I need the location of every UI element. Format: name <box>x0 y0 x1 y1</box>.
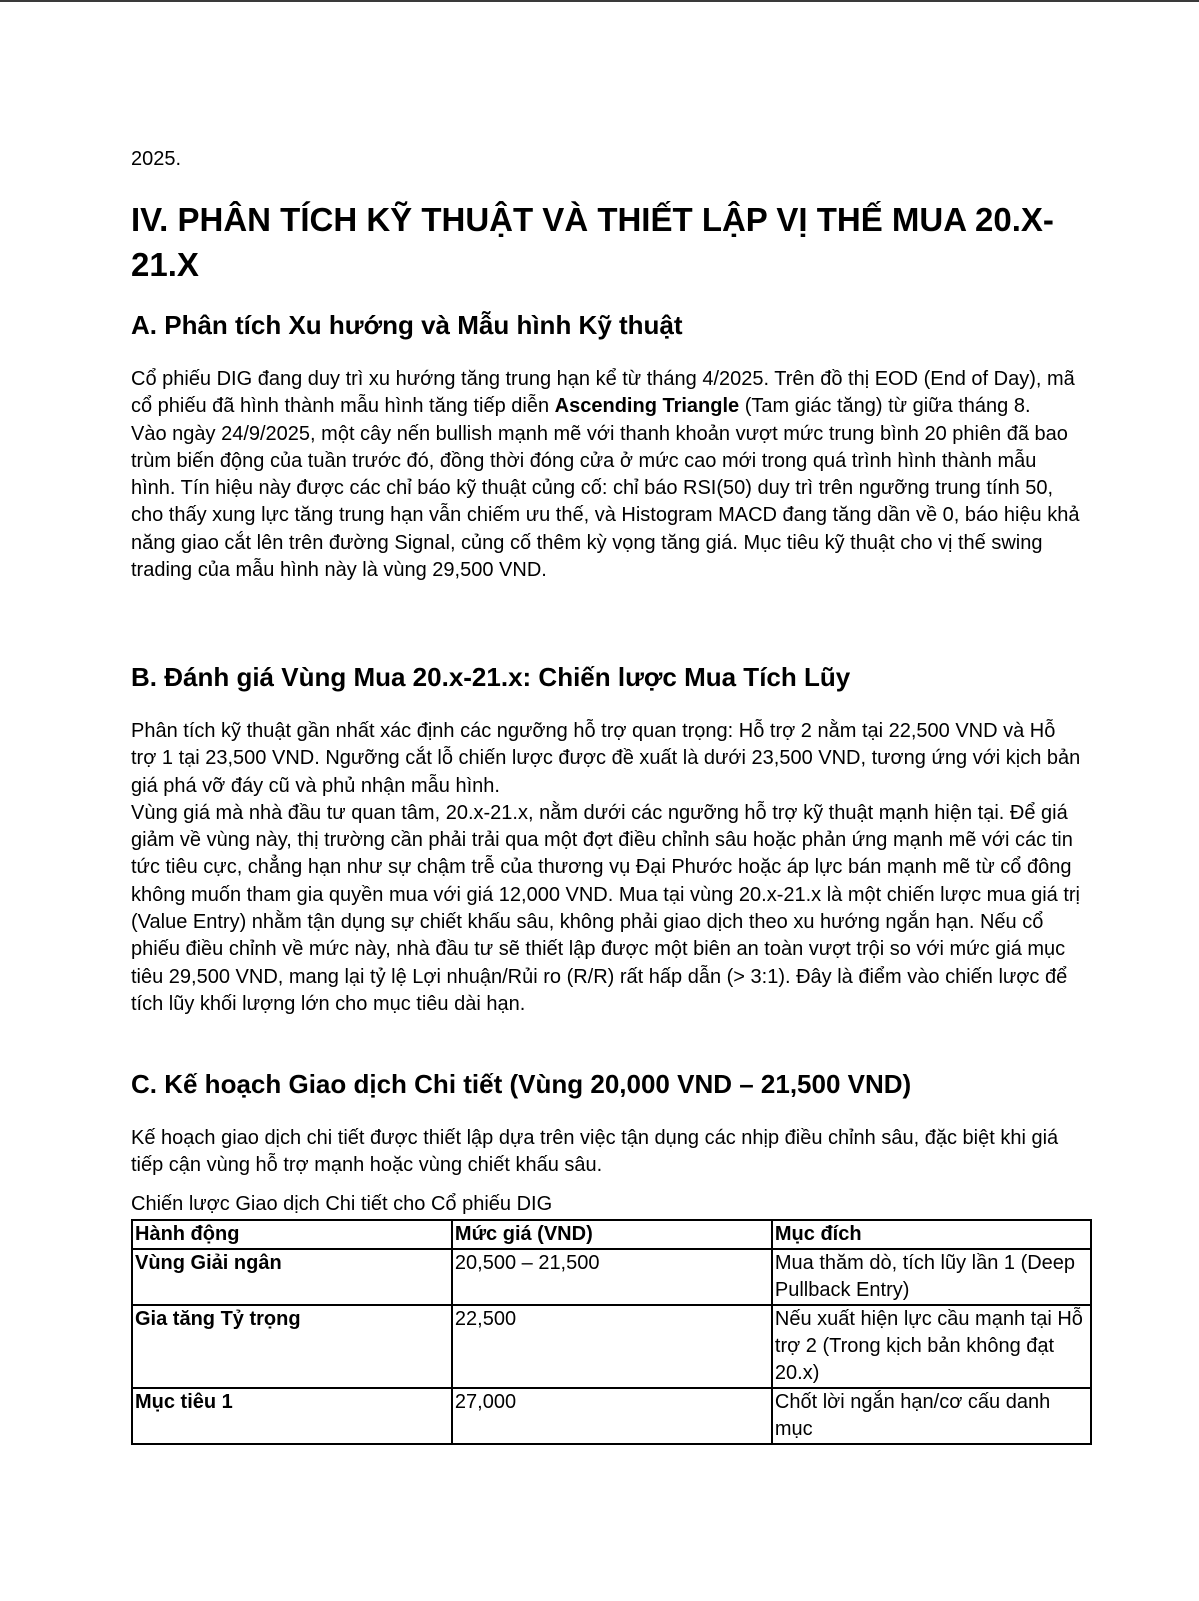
table-row <box>132 1388 1091 1444</box>
heading-section-c: C. Kế hoạch Giao dịch Chi tiết (Vùng 20,000 VND – 21,500 VND) <box>131 1069 912 1099</box>
section-a-p1-tail: (Tam giác tăng) từ giữa tháng 8. <box>739 395 1031 418</box>
table-caption: Chiến lược Giao dịch Chi tiết cho Cổ phiếu DIG <box>131 1193 553 1215</box>
section-c-body <box>131 1125 1081 1180</box>
header-purpose: Mục đích <box>772 1220 1091 1249</box>
header-action: Hành động <box>132 1220 452 1249</box>
cell-purpose: Nếu xuất hiện lực cầu mạnh tại Hỗ trợ 2 (Trong kịch bản không đạt 20.x) <box>772 1305 1091 1388</box>
section-a-p1-text: Cổ phiếu DIG đang duy trì xu hướng tăng trung hạn kể từ tháng 4/2025. Trên đồ thị EOD (End of Day), mã cổ phiếu đã hình thành mẫu hình tăng tiếp diễn <box>131 368 1075 418</box>
section-title: IV. PHÂN TÍCH KỸ THUẬT VÀ THIẾT LẬP VỊ THẾ MUA 20.X-21.X <box>131 201 1054 283</box>
table-header-row <box>132 1220 1091 1249</box>
cell-action: Gia tăng Tỷ trọng <box>132 1305 452 1388</box>
section-b-body <box>131 718 1081 1018</box>
header-price: Mức giá (VND) <box>452 1220 772 1249</box>
cell-purpose: Mua thăm dò, tích lũy lần 1 (Deep Pullback Entry) <box>772 1249 1091 1305</box>
section-a-paragraph-2: Vào ngày 24/9/2025, một cây nến bullish mạnh mẽ với thanh khoản vượt mức trung bình 20 phiên đã bao trùm biến động của tuần trước đó, đồng thời đóng cửa ở mức cao mới trong quá trình hình thành mẫu hình. Tín hiệu này được các chỉ báo kỹ thuật củng cố: chỉ báo RSI(50) duy trì trên ngưỡng trung tính 50, cho thấy xung lực tăng trung hạn vẫn chiếm ưu thế, và Histogram MACD đang tăng dần về 0, báo hiệu khả năng giao cắt lên trên đường Signal, củng cố thêm kỳ vọng tăng giá. Mục tiêu kỹ thuật cho vị thế swing trading của mẫu hình này là vùng 29,500 VND. <box>131 422 1080 582</box>
cell-price: 27,000 <box>452 1388 772 1444</box>
cell-purpose: Chốt lời ngắn hạn/cơ cấu danh mục <box>772 1388 1091 1444</box>
section-b-paragraph-1: Phân tích kỹ thuật gần nhất xác định các ngưỡng hỗ trợ quan trọng: Hỗ trợ 2 nằm tại 22,500 VND và Hỗ trợ 1 tại 23,500 VND. Ngưỡng cắt lỗ chiến lược được đề xuất là dưới 23,500 VND, tương ứng với kịch bản giá phá vỡ đáy cũ và phủ nhận mẫu hình. <box>131 720 1081 797</box>
trading-plan-table <box>131 1219 1092 1445</box>
cell-action: Vùng Giải ngân <box>132 1249 452 1305</box>
heading-section-a: A. Phân tích Xu hướng và Mẫu hình Kỹ thuật <box>131 310 683 340</box>
section-c-paragraph-1: Kế hoạch giao dịch chi tiết được thiết lập dựa trên việc tận dụng các nhịp điều chỉnh sâu, đặc biệt khi giá tiếp cận vùng hỗ trợ mạnh hoặc vùng chiết khấu sâu. <box>131 1127 1059 1177</box>
table-row <box>132 1305 1091 1388</box>
pattern-name: Ascending Triangle <box>554 395 740 418</box>
cell-price: 22,500 <box>452 1305 772 1388</box>
cell-price: 20,500 – 21,500 <box>452 1249 772 1305</box>
heading-section-b: B. Đánh giá Vùng Mua 20.x-21.x: Chiến lược Mua Tích Lũy <box>131 662 851 692</box>
table-row <box>132 1249 1091 1305</box>
section-b-paragraph-2: Vùng giá mà nhà đầu tư quan tâm, 20.x-21.x, nằm dưới các ngưỡng hỗ trợ kỹ thuật mạnh hiện tại. Để giá giảm về vùng này, thị trường cần phải trải qua một đợt điều chỉnh sâu hoặc phản ứng mạnh mẽ với các tin tức tiêu cực, chẳng hạn như sự chậm trễ của thương vụ Đại Phước hoặc áp lực bán mạnh mẽ từ cổ đông không muốn tham gia quyền mua với giá 12,000 VND. Mua tại vùng 20.x-21.x là một chiến lược mua giá trị (Value Entry) nhằm tận dụng sự chiết khấu sâu, không phải giao dịch theo xu hướng ngắn hạn. Nếu cổ phiếu điều chỉnh về mức này, nhà đầu tư sẽ thiết lập được một biên an toàn vượt trội so với mức giá mục tiêu 29,500 VND, mang lại tỷ lệ Lợi nhuận/Rủi ro (R/R) rất hấp dẫn (> 3:1). Đây là điểm vào chiến lược để tích lũy khối lượng lớn cho mục tiêu dài hạn. <box>131 801 1080 1015</box>
section-a-paragraph-1 <box>131 366 1081 421</box>
intro-text: 2025. <box>131 148 182 170</box>
section-a-body <box>131 366 1081 584</box>
cell-action: Mục tiêu 1 <box>132 1388 452 1444</box>
top-border <box>0 0 1199 2</box>
